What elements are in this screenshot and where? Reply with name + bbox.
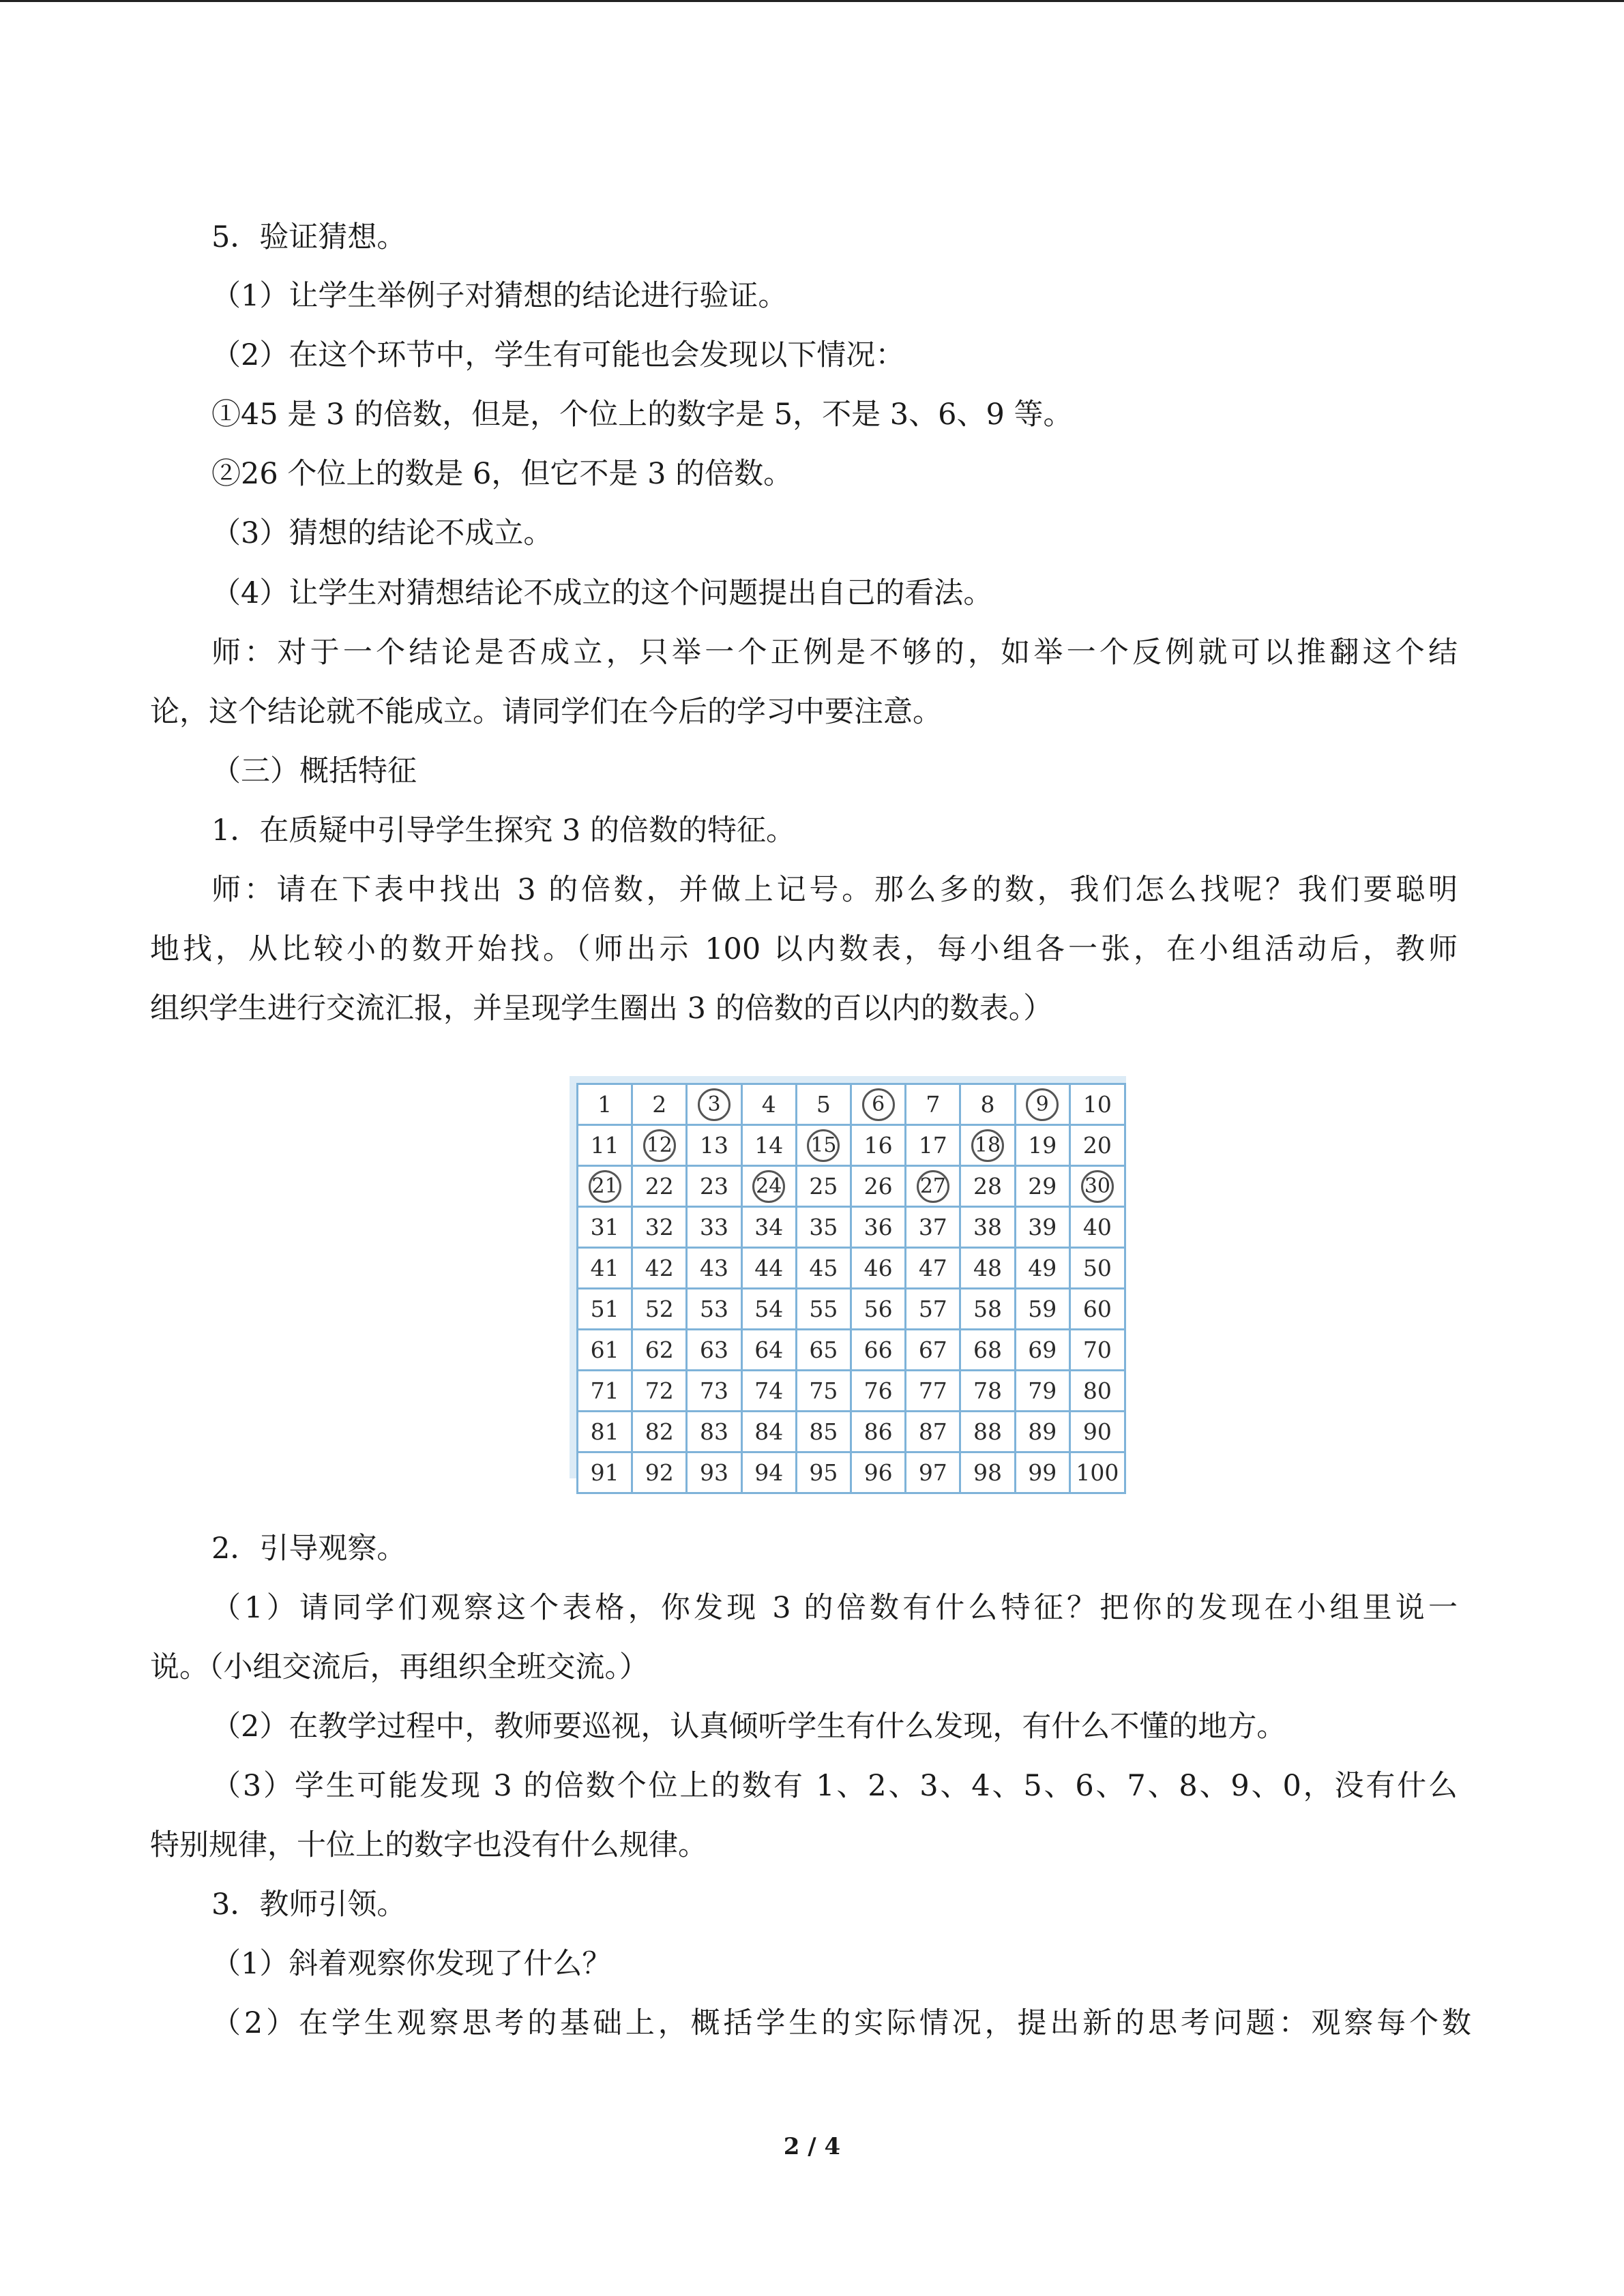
number-cell	[960, 1248, 1015, 1289]
number-cell	[687, 1371, 741, 1412]
number-cell	[741, 1452, 796, 1493]
number-label: 91	[590, 1459, 619, 1486]
number-label: 58	[973, 1295, 1003, 1322]
number-label: 1	[597, 1090, 612, 1118]
number-cell	[578, 1452, 632, 1493]
number-cell	[741, 1125, 796, 1166]
step-heading: 2．引导观察。	[211, 1532, 407, 1566]
number-label: 97	[918, 1459, 947, 1486]
number-label: 85	[809, 1418, 838, 1445]
step-heading: 5．验证猜想。	[211, 220, 407, 254]
number-label: 46	[863, 1254, 893, 1281]
number-label: 72	[645, 1377, 674, 1404]
number-cell	[741, 1084, 796, 1125]
number-cell	[1015, 1289, 1069, 1330]
number-table-row	[578, 1330, 1125, 1371]
paragraph: （2）在这个环节中，学生有可能也会发现以下情况：	[211, 338, 905, 372]
number-label: 33	[700, 1213, 728, 1240]
number-cell	[1069, 1248, 1125, 1289]
number-label: 55	[809, 1295, 838, 1322]
number-table-row	[578, 1452, 1125, 1493]
number-table-row	[578, 1248, 1125, 1289]
number-table-row	[578, 1207, 1125, 1248]
number-label: 94	[754, 1459, 784, 1486]
number-label: 22	[645, 1172, 674, 1199]
number-label: 28	[973, 1172, 1003, 1199]
number-label: 31	[590, 1213, 619, 1240]
number-label: 98	[973, 1459, 1003, 1486]
number-label: 42	[645, 1254, 674, 1281]
number-cell	[796, 1412, 851, 1452]
number-cell	[741, 1207, 796, 1248]
paragraph: （2）在教学过程中，教师要巡视，认真倾听学生有什么发现，有什么不懂的地方。	[211, 1710, 1286, 1744]
number-label: 50	[1082, 1254, 1112, 1281]
number-label: 79	[1028, 1377, 1057, 1404]
page-number: 2 / 4	[783, 2133, 841, 2160]
number-cell	[960, 1452, 1015, 1493]
circled-number: 24	[752, 1170, 785, 1203]
number-label: 71	[590, 1377, 619, 1404]
number-label: 16	[863, 1131, 893, 1159]
number-table-row	[578, 1412, 1125, 1452]
number-table-row	[578, 1371, 1125, 1412]
number-label: 77	[918, 1377, 947, 1404]
number-label: 74	[754, 1377, 784, 1404]
number-label: 14	[754, 1131, 784, 1159]
number-cell	[1069, 1289, 1125, 1330]
number-cell	[796, 1125, 851, 1166]
number-cell	[960, 1289, 1015, 1330]
number-label: 52	[645, 1295, 674, 1322]
step-heading: 1．在质疑中引导学生探究 3 的倍数的特征。	[211, 814, 796, 848]
number-label: 66	[863, 1336, 893, 1363]
number-label: 83	[700, 1418, 728, 1445]
number-label: 61	[590, 1336, 619, 1363]
number-label: 63	[700, 1336, 728, 1363]
number-label: 60	[1082, 1295, 1112, 1322]
number-cell	[906, 1125, 960, 1166]
number-cell	[851, 1166, 906, 1207]
number-label: 93	[700, 1459, 728, 1486]
number-label: 23	[700, 1172, 728, 1199]
number-cell	[851, 1248, 906, 1289]
number-cell	[851, 1289, 906, 1330]
number-cell	[1015, 1412, 1069, 1452]
number-cell	[578, 1125, 632, 1166]
number-cell	[960, 1207, 1015, 1248]
paragraph: 组织学生进行交流汇报，并呈现学生圈出 3 的倍数的百以内的数表。）	[150, 992, 1053, 1026]
number-cell	[632, 1125, 687, 1166]
circled-number: 9	[1026, 1088, 1059, 1121]
number-cell	[632, 1371, 687, 1412]
number-cell	[1015, 1371, 1069, 1412]
paragraph: （4）让学生对猜想结论不成立的这个问题提出自己的看法。	[211, 576, 993, 610]
number-cell	[1069, 1125, 1125, 1166]
number-cell	[1015, 1084, 1069, 1125]
number-label: 5	[816, 1090, 831, 1118]
number-cell	[960, 1166, 1015, 1207]
top-border	[0, 0, 1624, 2]
number-cell	[1069, 1452, 1125, 1493]
number-label: 92	[645, 1459, 674, 1486]
number-cell	[632, 1330, 687, 1371]
paragraph: （1）让学生举例子对猜想的结论进行验证。	[211, 279, 788, 313]
number-label: 8	[980, 1090, 995, 1118]
number-label: 89	[1028, 1418, 1057, 1445]
number-cell	[578, 1166, 632, 1207]
number-label: 84	[754, 1418, 784, 1445]
number-cell	[687, 1412, 741, 1452]
number-cell	[1015, 1125, 1069, 1166]
paragraph: （1）请同学们观察这个表格，你发现 3 的倍数有什么特征？把你的发现在小组里说一	[211, 1591, 1458, 1625]
paragraph: 师：对于一个结论是否成立，只举一个正例是不够的，如举一个反例就可以推翻这个结	[211, 636, 1458, 670]
number-cell	[632, 1084, 687, 1125]
step-heading: 3．教师引领。	[211, 1888, 407, 1922]
paragraph: 论，这个结论就不能成立。请同学们在今后的学习中要注意。	[150, 695, 942, 729]
number-cell	[632, 1207, 687, 1248]
number-label: 35	[809, 1213, 838, 1240]
number-cell	[578, 1207, 632, 1248]
number-label: 68	[973, 1336, 1003, 1363]
paragraph: ②26 个位上的数是 6，但它不是 3 的倍数。	[211, 457, 793, 491]
number-cell	[796, 1248, 851, 1289]
number-label: 59	[1028, 1295, 1057, 1322]
number-cell	[906, 1084, 960, 1125]
number-cell	[741, 1330, 796, 1371]
paragraph: 特别规律，十位上的数字也没有什么规律。	[150, 1828, 707, 1862]
number-label: 19	[1028, 1131, 1057, 1159]
number-label: 64	[754, 1336, 784, 1363]
circled-number: 15	[807, 1129, 840, 1162]
number-label: 69	[1028, 1336, 1057, 1363]
circled-number: 30	[1081, 1170, 1114, 1203]
paragraph: 说。（小组交流后，再组织全班交流。）	[150, 1650, 649, 1684]
number-cell	[687, 1452, 741, 1493]
number-cell	[687, 1289, 741, 1330]
number-label: 45	[809, 1254, 838, 1281]
number-label: 76	[863, 1377, 893, 1404]
number-cell	[851, 1330, 906, 1371]
number-label: 54	[754, 1295, 784, 1322]
number-label: 80	[1082, 1377, 1112, 1404]
number-label: 95	[809, 1459, 838, 1486]
number-label: 96	[863, 1459, 893, 1486]
number-cell	[906, 1289, 960, 1330]
number-label: 65	[809, 1336, 838, 1363]
number-cell	[796, 1330, 851, 1371]
circled-number: 27	[917, 1170, 949, 1203]
section-heading: （三）概括特征	[211, 754, 417, 788]
circled-number: 3	[698, 1088, 730, 1121]
circled-number: 21	[589, 1170, 621, 1203]
number-label: 100	[1076, 1459, 1119, 1486]
number-cell	[906, 1330, 960, 1371]
number-label: 56	[863, 1295, 893, 1322]
number-label: 81	[590, 1418, 619, 1445]
number-label: 73	[700, 1377, 728, 1404]
number-cell	[851, 1371, 906, 1412]
number-cell	[906, 1207, 960, 1248]
number-label: 32	[645, 1213, 674, 1240]
number-cell	[1015, 1166, 1069, 1207]
number-cell	[906, 1248, 960, 1289]
number-cell	[1015, 1330, 1069, 1371]
number-cell	[632, 1412, 687, 1452]
number-cell	[1015, 1207, 1069, 1248]
number-label: 39	[1028, 1213, 1057, 1240]
number-label: 10	[1082, 1090, 1112, 1118]
number-label: 62	[645, 1336, 674, 1363]
number-label: 49	[1028, 1254, 1057, 1281]
number-label: 99	[1028, 1459, 1057, 1486]
number-cell	[687, 1166, 741, 1207]
number-cell	[796, 1084, 851, 1125]
number-label: 17	[918, 1131, 947, 1159]
number-cell	[960, 1125, 1015, 1166]
number-cell	[851, 1412, 906, 1452]
number-label: 70	[1082, 1336, 1112, 1363]
number-cell	[1015, 1248, 1069, 1289]
number-label: 37	[918, 1213, 947, 1240]
number-cell	[632, 1289, 687, 1330]
number-cell	[960, 1330, 1015, 1371]
hundred-number-table	[570, 1076, 1126, 1486]
circled-number: 18	[971, 1129, 1004, 1162]
circled-number: 6	[862, 1088, 895, 1121]
number-cell	[960, 1084, 1015, 1125]
number-cell	[851, 1207, 906, 1248]
paragraph: （2）在学生观察思考的基础上，概括学生的实际情况，提出新的思考问题：观察每个数	[211, 2006, 1471, 2040]
number-label: 82	[645, 1418, 674, 1445]
number-label: 25	[809, 1172, 838, 1199]
number-cell	[851, 1125, 906, 1166]
number-label: 4	[761, 1090, 776, 1118]
paragraph: ①45 是 3 的倍数，但是，个位上的数字是 5，不是 3、6、9 等。	[211, 398, 1073, 432]
number-label: 44	[754, 1254, 784, 1281]
number-cell	[1069, 1412, 1125, 1452]
number-label: 87	[918, 1418, 947, 1445]
number-cell	[1069, 1084, 1125, 1125]
number-cell	[1015, 1452, 1069, 1493]
number-cell	[578, 1084, 632, 1125]
number-label: 13	[700, 1131, 728, 1159]
number-cell	[851, 1452, 906, 1493]
paragraph: 师：请在下表中找出 3 的倍数，并做上记号。那么多的数，我们怎么找呢？我们要聪明	[211, 873, 1458, 907]
number-label: 11	[590, 1131, 619, 1159]
number-cell	[1069, 1330, 1125, 1371]
number-cell	[1069, 1166, 1125, 1207]
number-cell	[906, 1452, 960, 1493]
number-cell	[851, 1084, 906, 1125]
number-cell	[578, 1330, 632, 1371]
number-label: 34	[754, 1213, 784, 1240]
number-label: 78	[973, 1377, 1003, 1404]
number-cell	[687, 1330, 741, 1371]
number-label: 26	[863, 1172, 893, 1199]
number-cell	[632, 1166, 687, 1207]
number-label: 57	[918, 1295, 947, 1322]
number-cell	[741, 1166, 796, 1207]
number-cell	[1069, 1207, 1125, 1248]
number-cell	[796, 1207, 851, 1248]
number-cell	[578, 1412, 632, 1452]
paragraph: （3）学生可能发现 3 的倍数个位上的数有 1、2、3、4、5、6、7、8、9、0，没有什么	[211, 1769, 1458, 1803]
number-cell	[632, 1452, 687, 1493]
number-cell	[578, 1248, 632, 1289]
number-label: 2	[652, 1090, 667, 1118]
number-cell	[687, 1248, 741, 1289]
number-label: 38	[973, 1213, 1003, 1240]
number-cell	[578, 1371, 632, 1412]
number-cell	[906, 1166, 960, 1207]
number-label: 48	[973, 1254, 1003, 1281]
number-cell	[741, 1371, 796, 1412]
number-label: 88	[973, 1418, 1003, 1445]
number-label: 51	[590, 1295, 619, 1322]
number-cell	[687, 1207, 741, 1248]
paragraph: 地找，从比较小的数开始找。（师出示 100 以内数表，每小组各一张，在小组活动后，教师	[150, 932, 1458, 966]
paragraph: （1）斜着观察你发现了什么？	[211, 1947, 612, 1981]
paragraph: （3）猜想的结论不成立。	[211, 516, 553, 550]
number-cell	[796, 1166, 851, 1207]
number-label: 20	[1082, 1131, 1112, 1159]
number-cell	[796, 1289, 851, 1330]
number-cell	[960, 1371, 1015, 1412]
number-label: 36	[863, 1213, 893, 1240]
number-cell	[687, 1084, 741, 1125]
number-cell	[687, 1125, 741, 1166]
number-label: 53	[700, 1295, 728, 1322]
number-cell	[578, 1289, 632, 1330]
number-label: 29	[1028, 1172, 1057, 1199]
number-cell	[796, 1452, 851, 1493]
number-cell	[1069, 1371, 1125, 1412]
number-table-row	[578, 1289, 1125, 1330]
number-table-row	[578, 1166, 1125, 1207]
number-table-row	[578, 1084, 1125, 1125]
number-label: 86	[863, 1418, 893, 1445]
number-cell	[796, 1371, 851, 1412]
number-cell	[741, 1412, 796, 1452]
number-cell	[741, 1289, 796, 1330]
number-label: 47	[918, 1254, 947, 1281]
number-grid	[576, 1083, 1126, 1494]
number-label: 75	[809, 1377, 838, 1404]
number-label: 43	[700, 1254, 728, 1281]
number-cell	[906, 1412, 960, 1452]
number-table-row	[578, 1125, 1125, 1166]
number-cell	[960, 1412, 1015, 1452]
circled-number: 12	[643, 1129, 676, 1162]
number-cell	[632, 1248, 687, 1289]
number-cell	[906, 1371, 960, 1412]
number-label: 41	[590, 1254, 619, 1281]
number-label: 90	[1082, 1418, 1112, 1445]
number-cell	[741, 1248, 796, 1289]
number-label: 7	[926, 1090, 941, 1118]
number-label: 67	[918, 1336, 947, 1363]
number-label: 40	[1082, 1213, 1112, 1240]
